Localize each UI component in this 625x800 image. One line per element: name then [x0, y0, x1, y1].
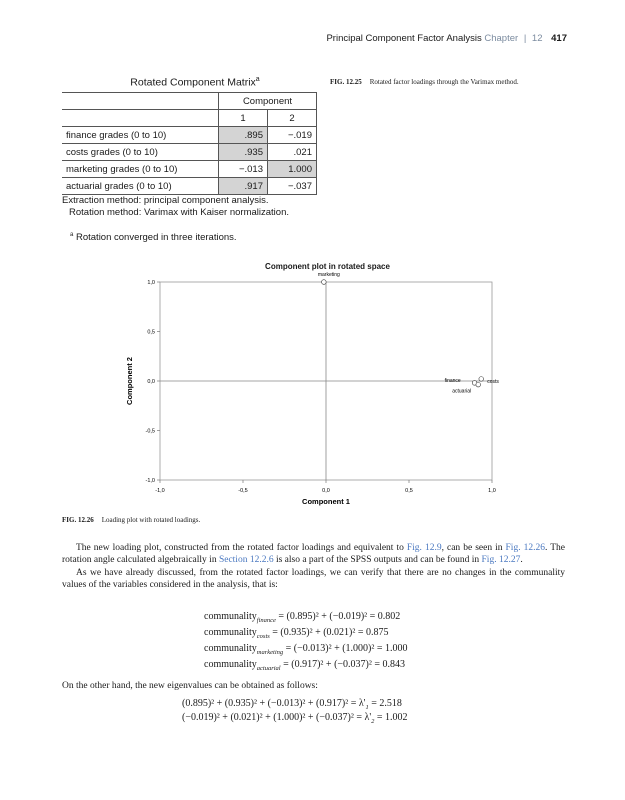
fig-12-25-label: FIG. 12.25: [330, 78, 362, 86]
eq-rhs: = 1.002: [374, 712, 408, 723]
table-title: [60, 76, 330, 89]
fig-12-26-label: FIG. 12.26: [62, 516, 94, 524]
eq-subscript: marketing: [256, 649, 284, 656]
loading-cell: −.013: [219, 161, 268, 178]
eq-rhs: = (0.935)² + (0.021)² = 0.875: [272, 627, 389, 638]
table-row: [62, 144, 317, 161]
eq-rhs: = (0.917)² + (−0.037)² = 0.843: [283, 659, 405, 670]
table-row: [62, 127, 317, 144]
link-fig-12-26[interactable]: Fig. 12.26: [505, 543, 545, 553]
body-text: On the other hand, the new eigenvalues can be obtained as follows:: [62, 681, 318, 691]
row-label: actuarial grades (0 to 10): [62, 178, 219, 195]
x-tick-label: 1,0: [488, 488, 496, 494]
body-text: The new loading plot, constructed from the rotated factor loadings and equivalent to: [76, 543, 407, 553]
rotated-component-matrix: [62, 92, 317, 195]
table-footnote: [70, 232, 237, 243]
table-title-sup: a: [255, 76, 260, 83]
eq-subscript: costs: [256, 633, 270, 640]
eq-subscript: actuarial: [256, 665, 281, 672]
fig-12-25-text: Rotated factor loadings through the Varimax method.: [369, 78, 519, 86]
point-label-finance: finance: [444, 377, 461, 384]
fig-12-26-text: Loading plot with rotated loadings.: [101, 516, 201, 524]
eq-word: communality: [204, 659, 257, 670]
component-header: Component: [219, 93, 317, 110]
x-tick-label: 0,0: [322, 488, 330, 494]
link-section-12-2-6[interactable]: Section 12.2.6: [218, 555, 274, 566]
equation-communality-actuarial: [204, 659, 405, 672]
loading-cell: .021: [268, 144, 317, 161]
chart-title: Component plot in rotated space: [265, 262, 390, 271]
row-label: finance grades (0 to 10): [62, 127, 219, 144]
running-head: [326, 33, 567, 44]
eq-rhs: = (0.895)² + (−0.019)² = 0.802: [278, 611, 401, 622]
eq-subscript: 2: [371, 718, 375, 725]
component-plot: [108, 270, 528, 515]
footnote-mark: a: [70, 232, 74, 238]
table-row: [62, 178, 317, 195]
body-paragraph-1: [62, 542, 565, 592]
eq-word: communality: [204, 643, 257, 654]
eq-lhs: (0.895)² + (0.935)² + (−0.013)² + (0.917)² = λ': [182, 698, 366, 709]
equation-communality-finance: [204, 611, 400, 624]
component-col-1: 1: [219, 110, 268, 127]
row-label: marketing grades (0 to 10): [62, 161, 219, 178]
y-tick-label: -0,5: [145, 428, 155, 435]
running-head-separator: |: [523, 33, 527, 44]
y-axis-label: Component 2: [125, 357, 134, 405]
y-tick-label: 0,5: [147, 329, 155, 336]
eq-rhs: = (−0.013)² + (1.000)² = 1.000: [285, 643, 408, 654]
loading-cell: −.019: [268, 127, 317, 144]
y-tick-label: 1,0: [147, 280, 155, 286]
body-text: , can be seen in: [441, 543, 506, 553]
table-row: [62, 161, 317, 178]
eq-word: communality: [204, 611, 257, 622]
point-actuarial: [476, 382, 481, 387]
point-label-actuarial: actuarial: [452, 388, 472, 395]
running-head-chapter-number: 12: [531, 33, 543, 44]
table-subheader-row: [62, 110, 317, 127]
eq-rhs: = 2.518: [368, 698, 402, 709]
y-tick-label: -1,0: [145, 478, 155, 484]
equation-eigenvalue-2: [182, 712, 408, 725]
running-head-chapter: Chapter: [484, 33, 519, 44]
body-paragraph-2: As we have already discussed, from the rotated factor loadings, we can verify that there are no changes in the communality values of the variables considered in the analysis, that is:: [62, 567, 565, 591]
table-notes: [62, 195, 289, 219]
loading-cell: .895: [219, 127, 268, 144]
body-text: is also a part of the SPSS outputs and can be found in: [273, 555, 482, 566]
loading-cell: .935: [219, 144, 268, 161]
equation-communality-costs: [204, 627, 389, 640]
rotation-note: Rotation method: Varimax with Kaiser normalization.: [69, 207, 290, 218]
running-head-title: Principal Component Factor Analysis: [326, 33, 482, 44]
body-text: . The rotation angle calculated algebraically in: [62, 543, 565, 566]
eq-word: communality: [204, 627, 257, 638]
page-number: 417: [551, 33, 567, 44]
table-corner-2: [62, 110, 219, 127]
x-tick-label: -0,5: [238, 488, 248, 494]
x-axis-label: Component 1: [302, 497, 350, 506]
table-header-row: [62, 93, 317, 110]
extraction-note: Extraction method: principal component analysis.: [62, 195, 269, 206]
equation-communality-marketing: [204, 643, 408, 656]
loading-cell: .917: [219, 178, 268, 195]
fig-12-26-caption: [62, 516, 200, 524]
point-marketing: [322, 280, 327, 285]
component-col-2: 2: [268, 110, 317, 127]
footnote-text: Rotation converged in three iterations.: [75, 232, 237, 244]
equation-eigenvalue-1: [182, 698, 402, 711]
x-tick-label: -1,0: [155, 488, 165, 494]
point-label-costs: costs: [487, 378, 499, 385]
loading-cell: 1.000: [268, 161, 317, 178]
point-label-marketing: marketing: [317, 272, 340, 278]
eq-lhs: (−0.019)² + (0.021)² + (1.000)² + (−0.037)² = λ': [182, 712, 372, 723]
eq-subscript: finance: [256, 617, 276, 624]
loading-cell: −.037: [268, 178, 317, 195]
table-corner: [62, 93, 219, 110]
link-fig-12-9[interactable]: Fig. 12.9: [406, 543, 442, 553]
table-title-text: Rotated Component Matrix: [130, 76, 256, 89]
row-label: costs grades (0 to 10): [62, 144, 219, 161]
body-paragraph-3: [62, 680, 565, 692]
eq-subscript: 1: [365, 704, 369, 711]
body-text: .: [520, 555, 523, 566]
link-fig-12-27[interactable]: Fig. 12.27: [481, 555, 521, 566]
y-tick-label: 0,0: [147, 379, 155, 385]
point-costs: [479, 377, 484, 382]
x-tick-label: 0,5: [405, 488, 413, 494]
fig-12-25-caption: [330, 78, 519, 86]
